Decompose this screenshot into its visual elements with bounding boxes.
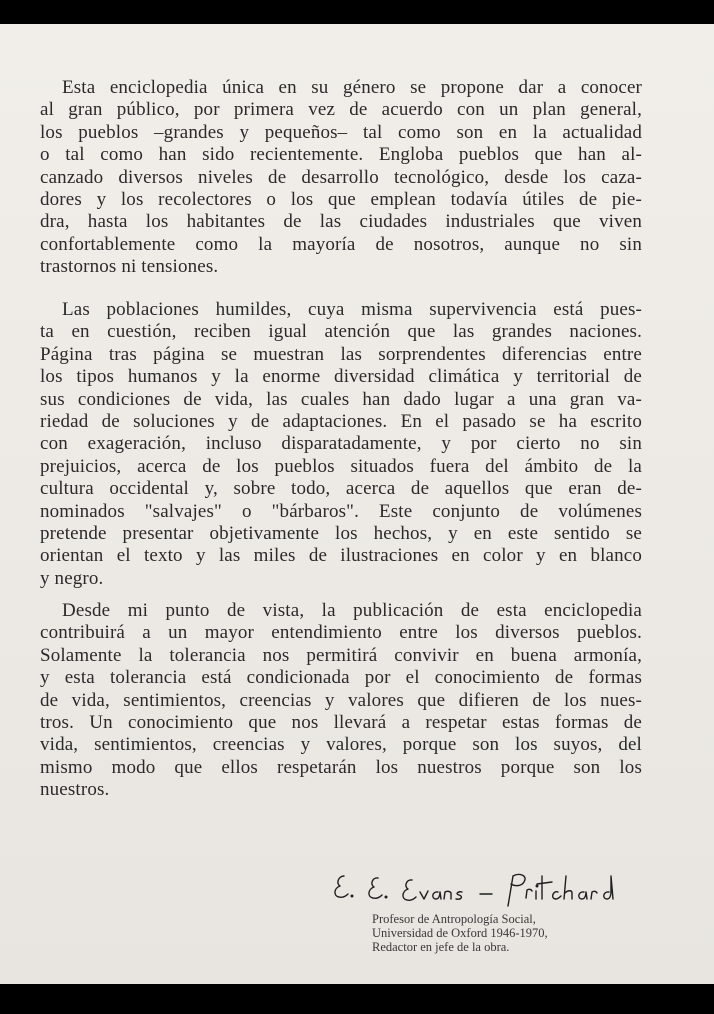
text-line: canzado diversos niveles de desarrollo tecnológico, desde los caza- [40,166,642,188]
text-line: prejuicios, acerca de los pueblos situados fuera del ámbito de la [40,455,642,477]
signature-image [330,862,650,912]
text-line: contribuirá a un mayor entendimiento entre los diversos pueblos. [40,622,642,644]
text-line: pretende presentar objetivamente los hechos, y en este sentido se [40,523,642,545]
text-line: o tal como han sido recientemente. Engloba pueblos que han al- [40,144,642,166]
text-line: vida, sentimientos, creencias y valores, porque son los suyos, del [40,734,642,756]
text-line: cultura occidental y, sobre todo, acerca de aquellos que eran de- [40,478,642,500]
document-page [0,24,714,984]
text-line: los pueblos –grandes y pequeños– tal como son en la actualidad [40,121,642,143]
text-line: Desde mi punto de vista, la publicación de esta enciclopedia [62,600,642,621]
text-line: y negro. [40,567,104,589]
text-line: riedad de soluciones y de adaptaciones. En el pasado se ha escrito [40,411,642,433]
text-line: nuestros. [40,779,110,801]
paragraph-1 [40,77,642,279]
credit-line: Redactor en jefe de la obra. [372,940,510,954]
text-line: orientan el texto y las miles de ilustraciones en color y en blanco [40,545,642,567]
text-line: dores y los recolectores o los que emplean todavía útiles de pie- [40,189,642,211]
author-credits [372,912,548,954]
text-line: mismo modo que ellos respetarán los nuestros porque son los [40,756,642,778]
text-line: Página tras página se muestran las sorprendentes diferencias entre [40,343,642,365]
text-line: al gran público, por primera vez de acuerdo con un plan general, [40,99,642,121]
text-line: confortablemente como la mayoría de nosotros, aunque no sin [40,233,642,255]
text-line: Esta enciclopedia única en su género se propone dar a conocer [62,77,642,98]
text-line: Las poblaciones humildes, cuya misma supervivencia está pues- [62,299,642,320]
text-line: los tipos humanos y la enorme diversidad climática y territorial de [40,366,642,388]
top-black-bar [0,0,714,24]
paragraph-3 [40,600,642,802]
text-line: sus condiciones de vida, las cuales han dado lugar a una gran va- [40,388,642,410]
text-line: de vida, sentimientos, creencias y valores que difieren de los nues- [40,689,642,711]
paragraph-2 [40,299,642,590]
text-line: dra, hasta los habitantes de las ciudades industriales que viven [40,211,642,233]
text-line: ta en cuestión, reciben igual atención que las grandes naciones. [40,321,642,343]
text-line: nominados "salvajes" o "bárbaros". Este conjunto de volúmenes [40,500,642,522]
credit-line: Profesor de Antropología Social, [372,912,536,926]
text-line: y esta tolerancia está condicionada por el conocimiento de formas [40,667,642,689]
text-line: tros. Un conocimiento que nos llevará a respetar estas formas de [40,712,642,734]
text-line: Solamente la tolerancia nos permitirá convivir en buena armonía, [40,644,642,666]
text-line: trastornos ni tensiones. [40,256,219,278]
text-line: con exageración, incluso disparatadamente, y por cierto no sin [40,433,642,455]
bottom-black-bar [0,984,714,1014]
credit-line: Universidad de Oxford 1946-1970, [372,926,548,940]
